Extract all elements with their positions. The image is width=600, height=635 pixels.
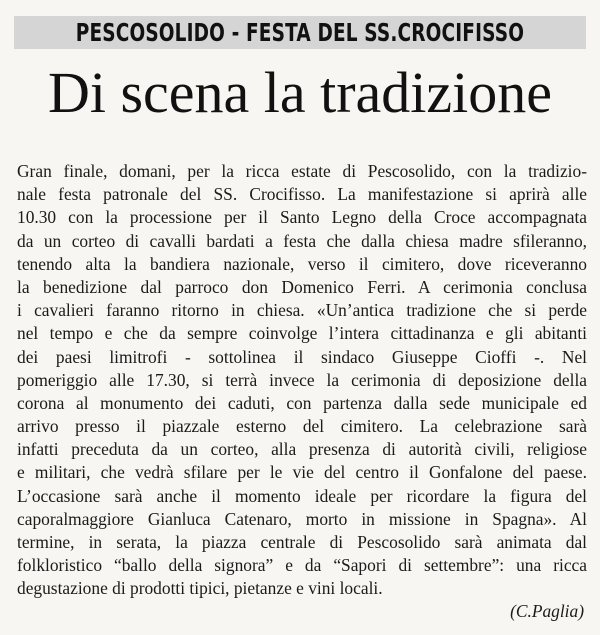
body-line: arrivo presso il piazzale esterno del cimitero. La celebrazione sarà [17, 416, 587, 437]
body-line: caporalmaggiore Gianluca Catenaro, morto in missione in Spagna». Al [17, 508, 587, 529]
body-line: e militari, che vedrà sfilare per le vie del centro il Gonfalone del paese. [17, 462, 587, 483]
body-line: nale festa patronale del SS. Crocifisso. La manifestazione si aprirà alle [17, 184, 587, 205]
kicker-text: PESCOSOLIDO - FESTA DEL SS.CROCIFISSO [75, 18, 525, 47]
article-body [17, 160, 587, 601]
body-line: L’occasione sarà anche il momento ideale per ricordare la figura del [17, 485, 587, 506]
body-line: Gran finale, domani, per la ricca estate di Pescosolido, con la tradizio- [17, 161, 587, 181]
body-line: dei paesi limitrofi - sottolinea il sindaco Giuseppe Cioffi -. Nel [17, 346, 587, 367]
kicker-banner [14, 16, 586, 49]
headline: Di scena la tradizione [47, 60, 553, 125]
body-line: nel tempo e che da sempre coinvolge l’intera cittadinanza e gli abitanti [17, 323, 587, 344]
body-line: la benedizione dal parroco don Domenico Ferri. A cerimonia conclusa [17, 276, 587, 297]
body-line: corona al monumento dei caduti, con partenza dalla sede municipale ed [17, 392, 587, 413]
body-line: 10.30 con la processione per il Santo Legno della Croce accompagnata [17, 207, 587, 228]
body-line: degustazione di prodotti tipici, pietanze e vini locali. [17, 578, 383, 599]
body-line: tenendo alta la bandiera nazionale, verso il cimitero, dove riceveranno [17, 253, 587, 274]
body-line: i cavalieri faranno ritorno in chiesa. «Un’antica tradizione che si perde [17, 300, 587, 321]
body-line: termine, in serata, la piazza centrale di Pescosolido sarà animata dal [17, 532, 587, 552]
byline: (C.Paglia) [510, 601, 584, 621]
body-line: pomeriggio alle 17.30, si terrà invece la cerimonia di deposizione della [17, 369, 587, 390]
body-line: folkloristico “ballo della signora” e da “Sapori di settembre”: una ricca [17, 555, 587, 576]
body-line: da un corteo di cavalli bardati a festa che dalla chiesa madre sfileranno, [17, 230, 587, 251]
body-line: infatti preceduta da un corteo, alla presenza di autorità civili, religiose [17, 439, 587, 460]
